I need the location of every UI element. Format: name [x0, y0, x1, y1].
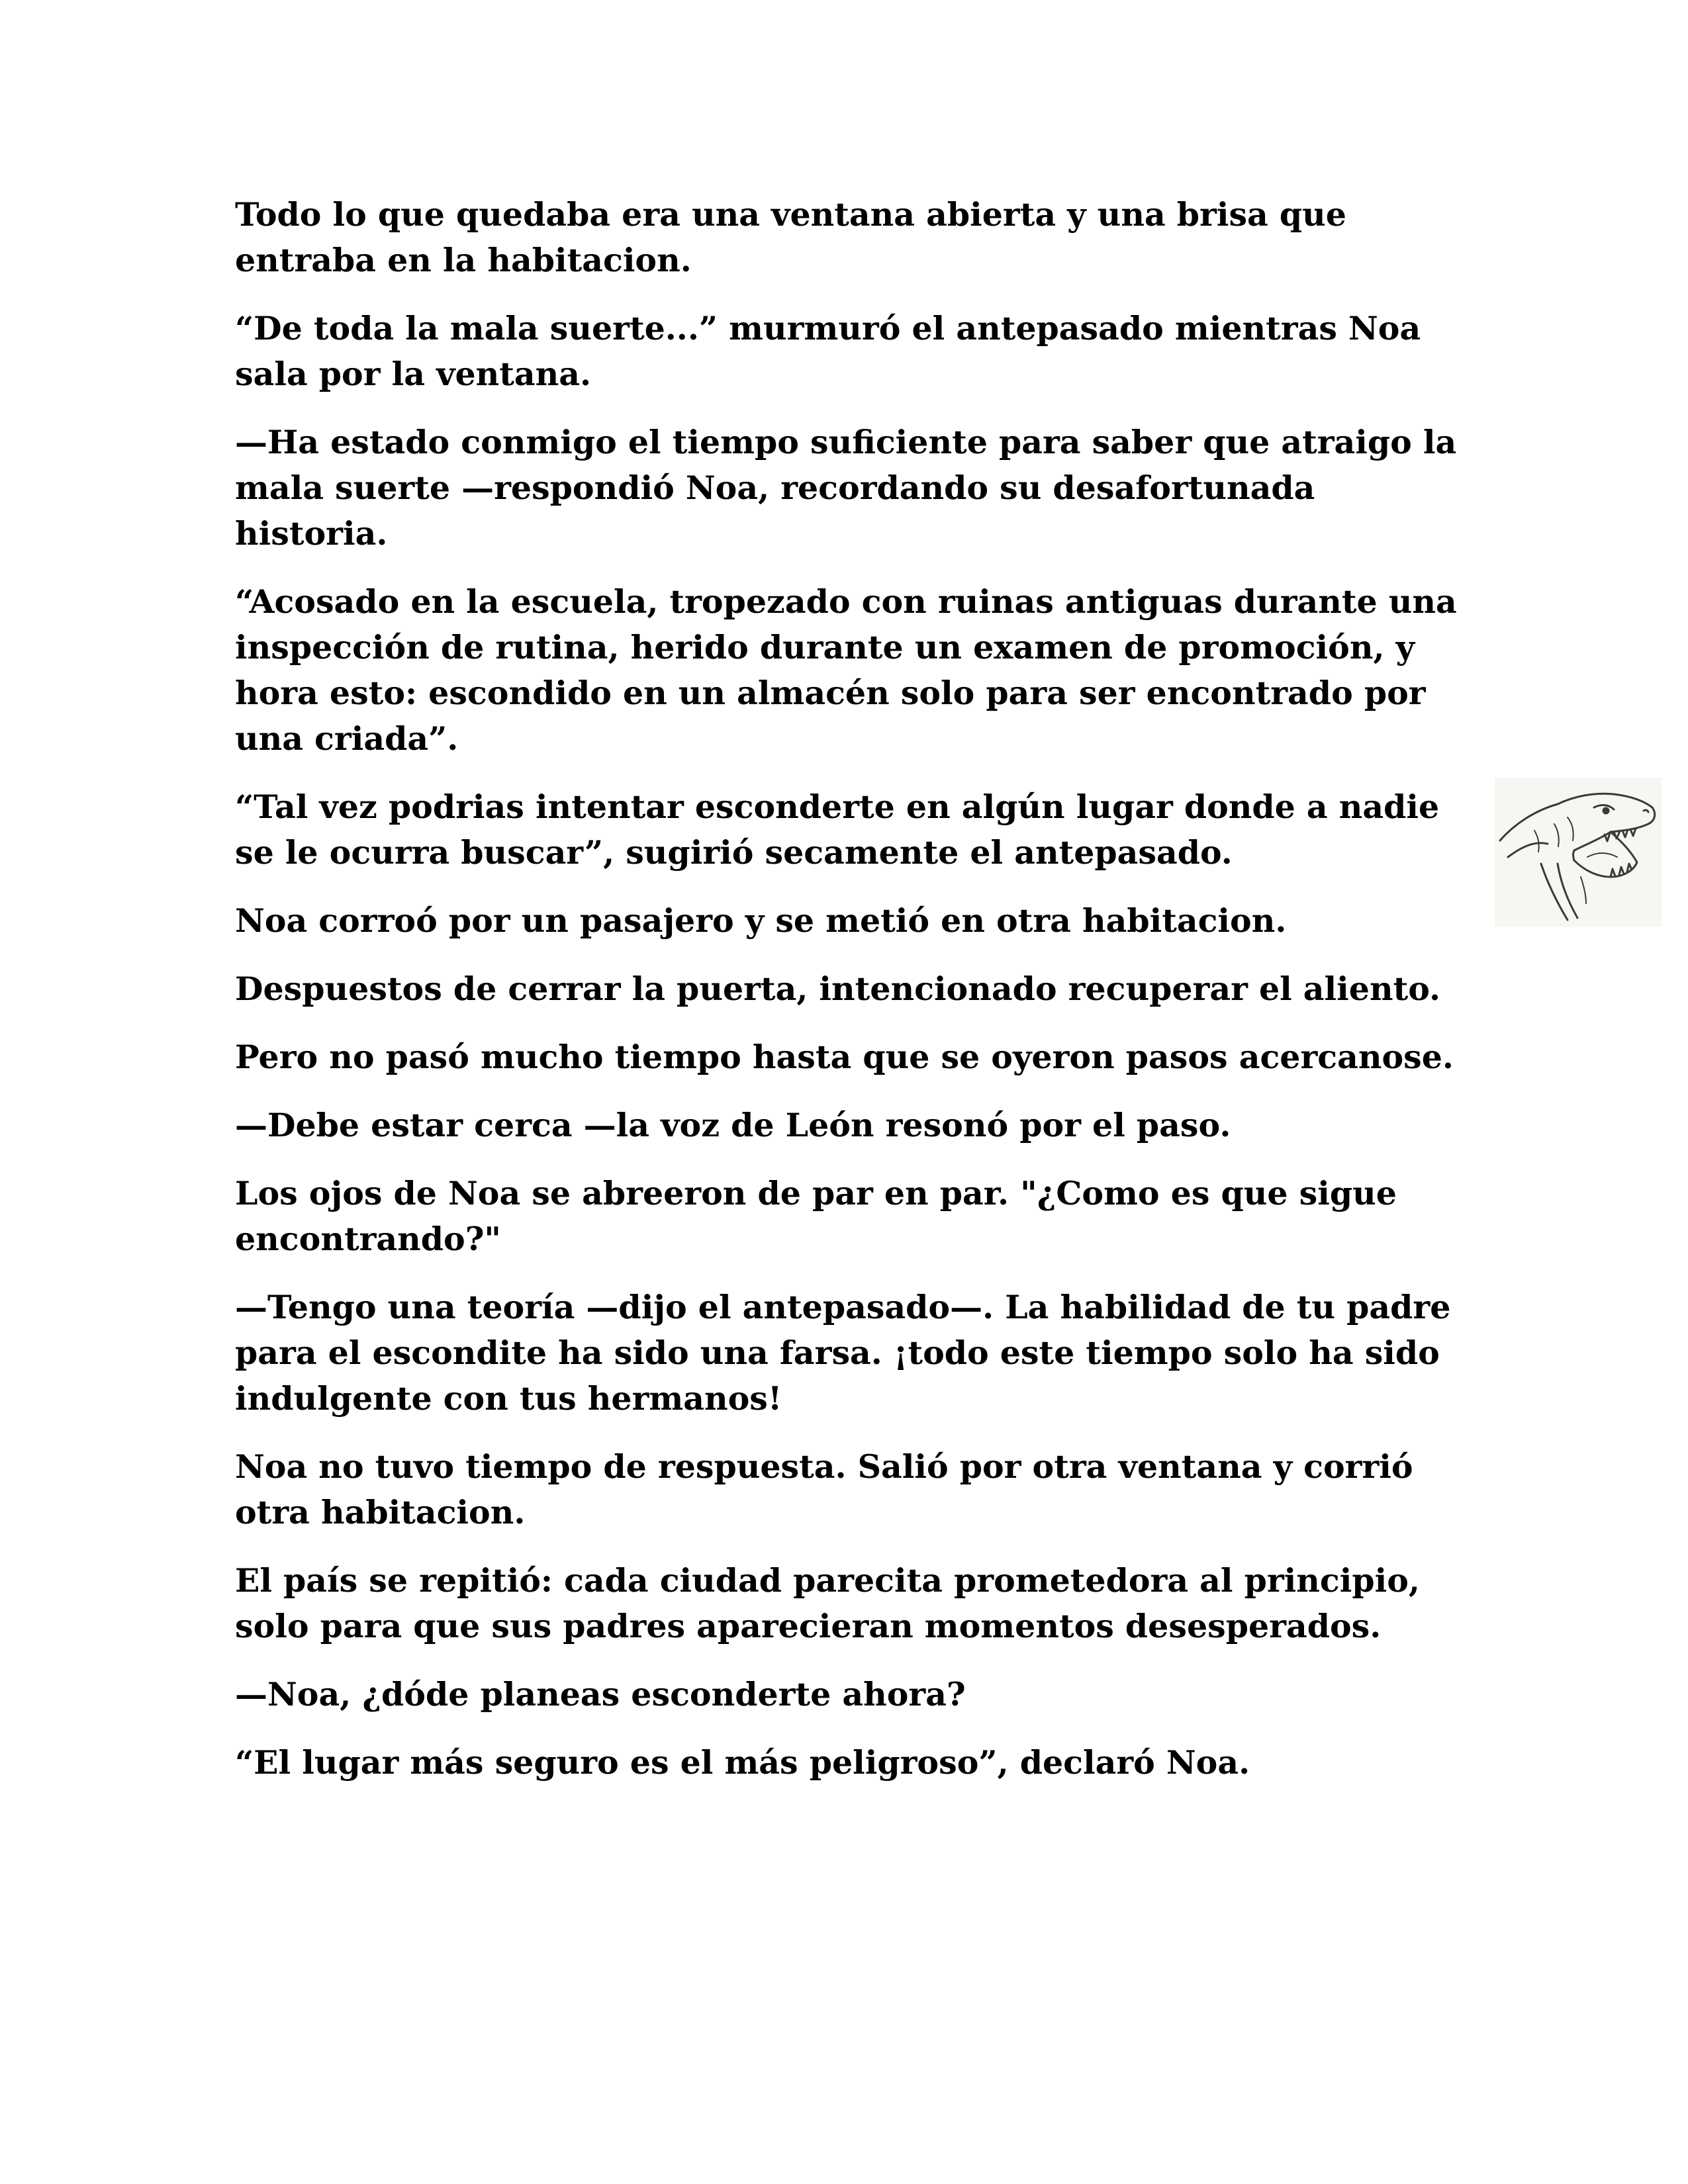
paragraph-14: —Noa, ¿dóde planeas esconderte ahora? [235, 1675, 966, 1713]
paragraph-11: —Tengo una teoría —dijo el antepasado—. La habilidad de tu padre para el escondite ha sido una farsa. ¡todo este tiempo solo ha sido indulgente con tus hermanos! [235, 1288, 1451, 1418]
paragraph-13: El país se repitió: cada ciudad parecita prometedora al principio, solo para que sus padres aparecieran momentos desesperados. [235, 1561, 1420, 1645]
story-text [235, 192, 1466, 1808]
paragraph-15: “El lugar más seguro es el más peligroso”, declaró Noa. [235, 1743, 1250, 1782]
paragraph-12: Noa no tuvo tiempo de respuesta. Salió por otra ventana y corrió otra habitacion. [235, 1447, 1413, 1531]
paragraph-2: “De toda la mala suerte...” murmuró el antepasado mientras Noa sala por la ventana. [235, 309, 1421, 393]
paragraph-5: “Tal vez podrias intentar esconderte en algún lugar donde a nadie se le ocurra buscar”, sugirió secamente el antepasado. [235, 788, 1440, 872]
paragraph-4: “Acosado en la escuela, tropezado con ruinas antiguas durante una inspección de rutina, herido durante un examen de promoción, y hora esto: escondido en un almacén solo para ser encontrado por una criada”. [235, 582, 1457, 758]
paragraph-1: Todo lo que quedaba era una ventana abierta y una brisa que entraba en la habitacion. [235, 195, 1346, 279]
paragraph-3: —Ha estado conmigo el tiempo suficiente para saber que atraigo la mala suerte —respondió Noa, recordando su desafortunada historia. [235, 423, 1457, 553]
paragraph-7: Despuestos de cerrar la puerta, intencionado recuperar el aliento. [235, 970, 1441, 1008]
paragraph-9: —Debe estar cerca —la voz de León resonó por el paso. [235, 1106, 1231, 1144]
dinosaur-sketch-icon [1495, 778, 1662, 927]
paragraph-6: Noa corroó por un pasajero y se metió en otra habitacion. [235, 901, 1287, 940]
paragraph-10: Los ojos de Noa se abreeron de par en par. "¿Como es que sigue encontrando?" [235, 1174, 1397, 1258]
paragraph-8: Pero no pasó mucho tiempo hasta que se oyeron pasos acercanose. [235, 1038, 1454, 1076]
